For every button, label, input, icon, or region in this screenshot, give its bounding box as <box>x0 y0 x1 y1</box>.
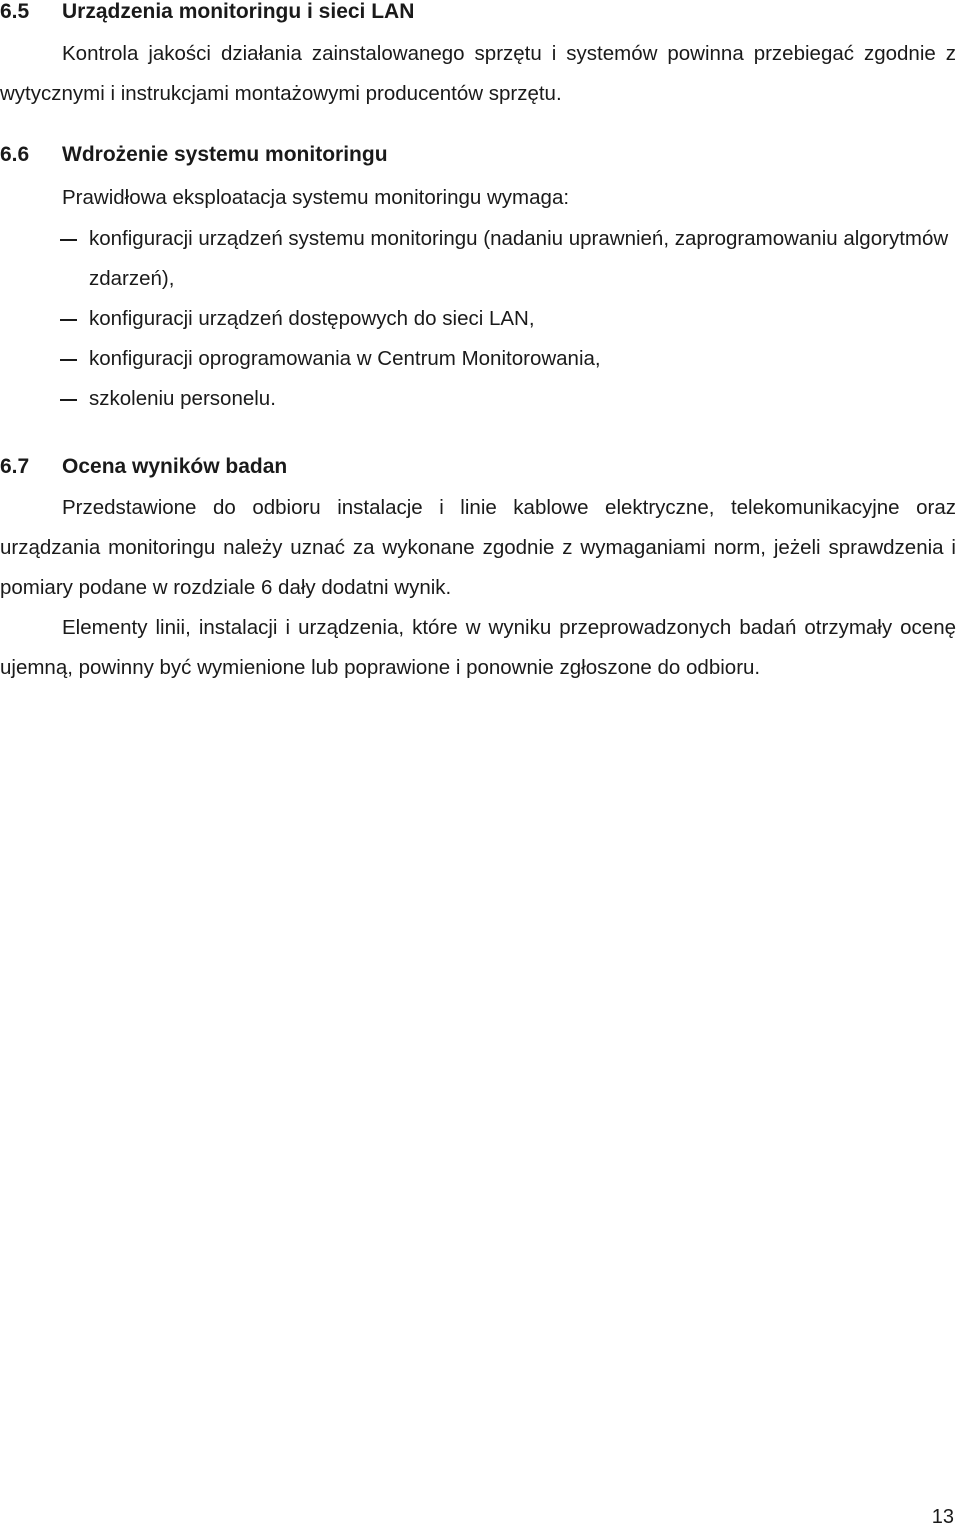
section-number: 6.5 <box>0 0 30 23</box>
list-item <box>0 379 960 419</box>
requirements-list <box>0 219 960 419</box>
section-paragraph: Elementy linii, instalacji i urządzenia, które w wyniku przeprowadzonych badań otrzymały ocenę ujemną, powinny być wymienione lub poprawione i ponownie zgłoszone do odbioru. <box>0 616 956 679</box>
list-item-text: konfiguracji urządzeń dostępowych do sieci LAN, <box>89 307 535 330</box>
section-heading-6-6 <box>0 143 960 167</box>
list-item <box>0 219 960 299</box>
section-heading-6-7 <box>0 455 960 479</box>
section-title: Wdrożenie systemu monitoringu <box>62 143 388 166</box>
list-item-text: konfiguracji urządzeń systemu monitoringu (nadaniu uprawnień, zaprogramowaniu algorytmów zdarzeń), <box>89 227 949 290</box>
dash-bullet <box>60 319 77 321</box>
dash-bullet <box>60 239 77 241</box>
section-number: 6.7 <box>0 455 30 478</box>
list-item <box>0 299 960 339</box>
dash-bullet <box>60 359 77 361</box>
section-title: Urządzenia monitoringu i sieci LAN <box>62 0 415 23</box>
list-item <box>0 339 960 379</box>
section-title: Ocena wyników badan <box>62 455 288 478</box>
section-intro: Prawidłowa eksploatacja systemu monitoringu wymaga: <box>62 186 570 209</box>
section-heading-6-5 <box>0 0 960 24</box>
section-paragraph: Kontrola jakości działania zainstalowanego sprzętu i systemów powinna przebiegać zgodnie z wytycznymi i instrukcjami montażowymi producentów sprzętu. <box>0 42 956 105</box>
section-number: 6.6 <box>0 143 30 166</box>
dash-bullet <box>60 399 77 401</box>
section-paragraph: Przedstawione do odbioru instalacje i linie kablowe elektryczne, telekomunikacyjne oraz urządzania monitoringu należy uznać za wykonane zgodnie z wymaganiami norm, jeżeli sprawdzenia i pomiary podane w rozdziale 6 dały dodatni wynik. <box>0 496 956 599</box>
list-item-text: szkoleniu personelu. <box>89 387 276 410</box>
list-item-text: konfiguracji oprogramowania w Centrum Monitorowania, <box>89 347 601 370</box>
page-number: 13 <box>931 1506 954 1528</box>
